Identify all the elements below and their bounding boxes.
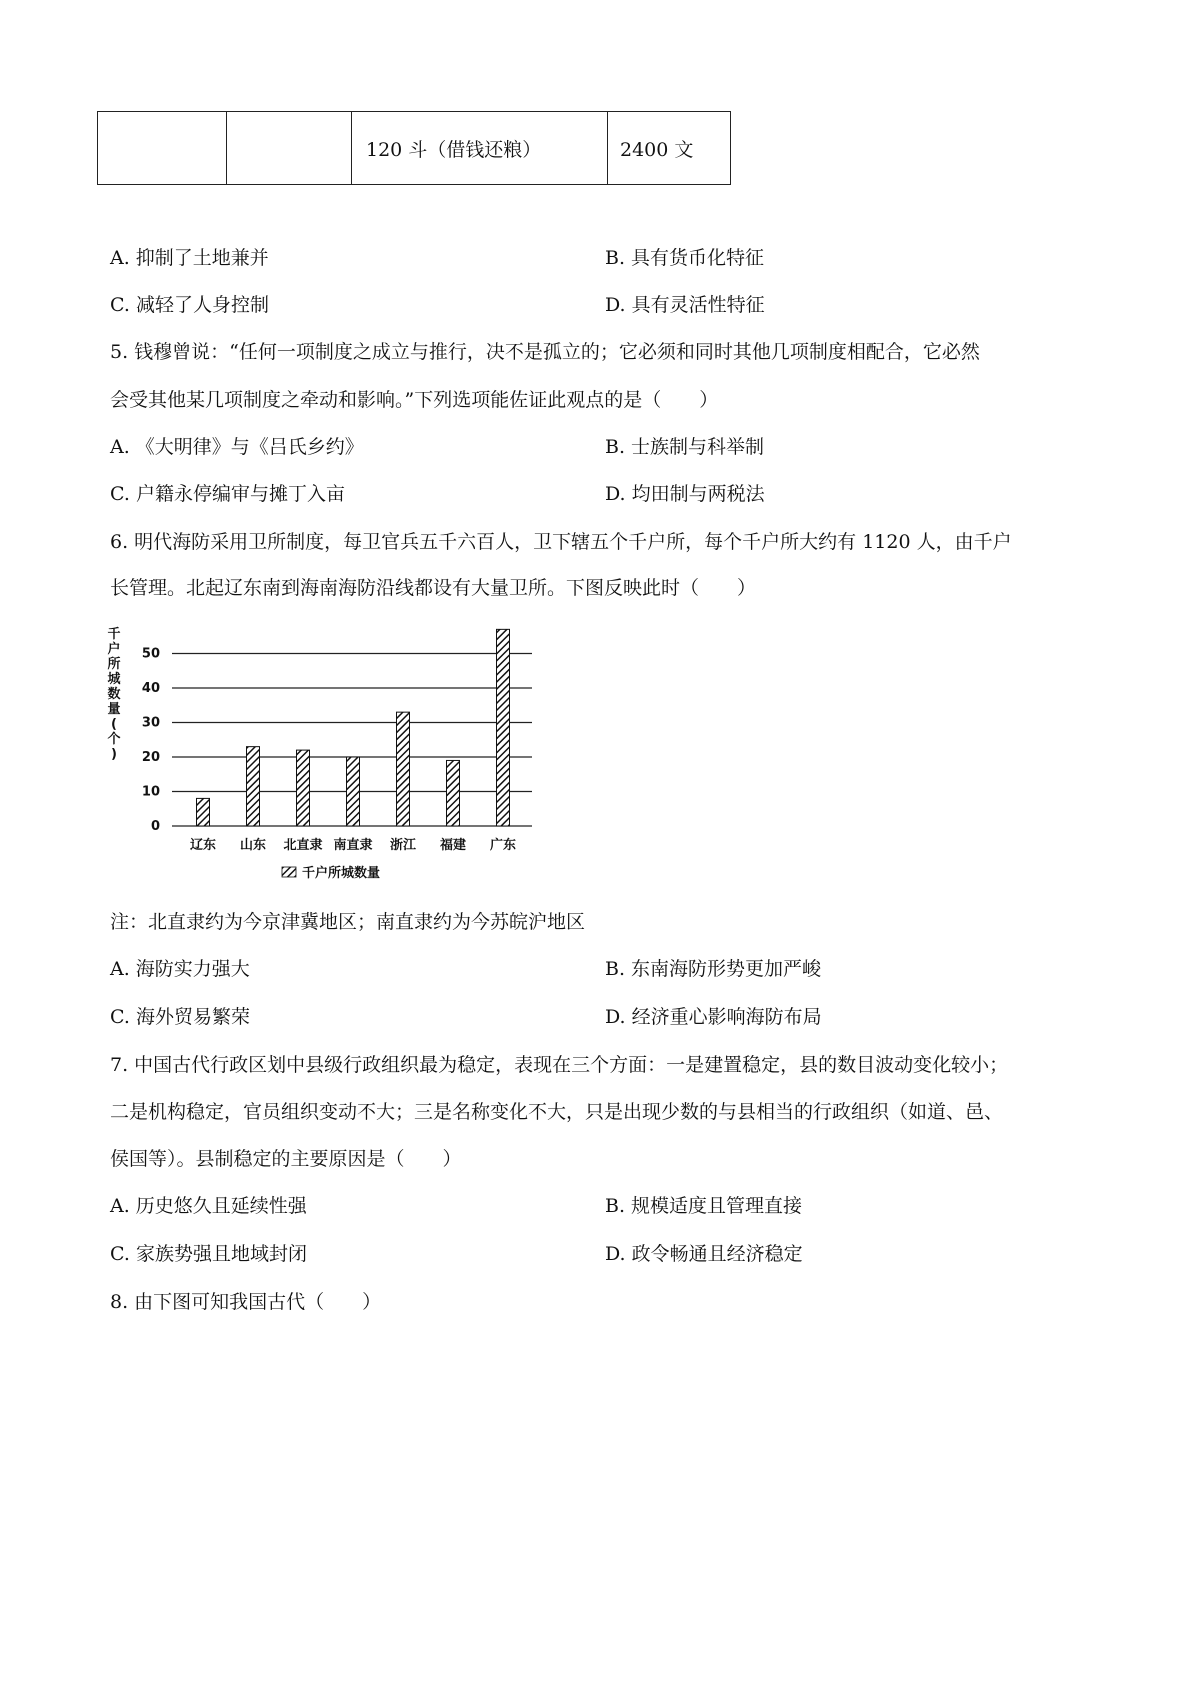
x-tick-label: 山东 [239,838,267,853]
q5-option-d[interactable]: D. 均田制与两税法 [605,483,765,505]
q5-stem-line1: 5. 钱穆曾说：“任何一项制度之成立与推行，决不是孤立的；它必须和同时其他几项制度相配合，它必然 [110,341,980,363]
x-tick-label: 辽东 [189,838,217,853]
chart-legend [282,865,380,881]
q7-stem-line2: 二是机构稳定，官员组织变动不大；三是名称变化不大，只是出现少数的与县相当的行政组织（如道、邑、 [110,1101,1004,1123]
legend-swatch [282,867,296,877]
y-axis-label-char: 量 [107,702,121,717]
y-axis-label [107,626,121,762]
q7-option-c[interactable]: C. 家族势强且地域封闭 [110,1243,307,1265]
q7-option-b[interactable]: B. 规模适度且管理直接 [605,1195,803,1217]
x-tick-label: 福建 [439,838,467,853]
q7-stem-line3: 侯国等）。县制稳定的主要原因是（ ） [110,1148,462,1170]
q8-stem-line1: 8. 由下图可知我国古代（ ） [110,1291,382,1313]
q6-option-b[interactable]: B. 东南海防形势更加严峻 [605,958,822,980]
bar [297,750,310,826]
y-tick-label: 30 [141,715,160,731]
table-cell: 2400 文 [608,112,731,185]
bar-chart [100,618,540,888]
q6-stem-line2: 长管理。北起辽东南到海南海防沿线都设有大量卫所。下图反映此时（ ） [110,577,757,599]
q6-option-d[interactable]: D. 经济重心影响海防布局 [605,1006,822,1028]
y-tick-label: 40 [141,681,160,696]
bar [247,747,260,826]
q6-option-a[interactable]: A. 海防实力强大 [110,958,250,980]
y-axis-label-char: 千 [107,627,121,642]
y-tick-label: 0 [150,819,160,834]
table-cell [98,112,227,185]
q5-option-c[interactable]: C. 户籍永停编审与摊丁入亩 [110,483,345,505]
q4-option-d[interactable]: D. 具有灵活性特征 [605,294,765,316]
x-tick-label: 北直隶 [283,838,323,853]
table-cell: 120 斗（借钱还粮） [352,112,608,185]
bar [447,760,460,826]
y-axis-label-char: 数 [107,687,121,702]
q6-option-c[interactable]: C. 海外贸易繁荣 [110,1006,250,1028]
q5-option-b[interactable]: B. 士族制与科举制 [605,436,765,458]
x-tick-label: 浙江 [389,838,417,853]
q7-option-d[interactable]: D. 政令畅通且经济稳定 [605,1243,803,1265]
q6-chart-note: 注：北直隶约为今京津冀地区；南直隶约为今苏皖沪地区 [110,911,586,933]
q4-option-a[interactable]: A. 抑制了土地兼并 [110,247,269,269]
q5-stem-line2: 会受其他某几项制度之牵动和影响。”下列选项能佐证此观点的是（ ） [110,389,719,411]
y-axis-label-char: ) [111,747,117,762]
legend-label: 千户所城数量 [302,866,381,881]
data-table [97,111,731,185]
y-axis-label-char: 户 [107,642,121,657]
table-cell [227,112,352,185]
x-tick-label: 南直隶 [333,838,373,853]
q6-stem-line1: 6. 明代海防采用卫所制度，每卫官兵五千六百人，卫下辖五个千户所，每个千户所大约有 1120 人，由千户 [110,531,1012,553]
y-axis-label-char: ( [111,717,117,732]
q4-option-c[interactable]: C. 减轻了人身控制 [110,294,269,316]
q7-option-a[interactable]: A. 历史悠久且延续性强 [110,1195,307,1217]
y-axis-label-char: 城 [107,672,121,687]
x-tick-label: 广东 [489,838,517,853]
bar [497,629,510,826]
table-row [98,112,731,185]
q5-option-a[interactable]: A. 《大明律》与《吕氏乡约》 [110,436,364,458]
y-tick-label: 10 [141,784,160,800]
y-axis-label-char: 所 [107,657,121,672]
bar [347,757,360,826]
q4-option-b[interactable]: B. 具有货币化特征 [605,247,765,269]
bar [397,712,410,826]
y-axis-label-char: 个 [107,732,121,747]
q7-stem-line1: 7. 中国古代行政区划中县级行政组织最为稳定，表现在三个方面：一是建置稳定，县的数目波动变化较小； [110,1054,1009,1076]
y-tick-label: 50 [141,646,160,662]
bar [197,798,210,826]
y-tick-label: 20 [141,750,160,765]
